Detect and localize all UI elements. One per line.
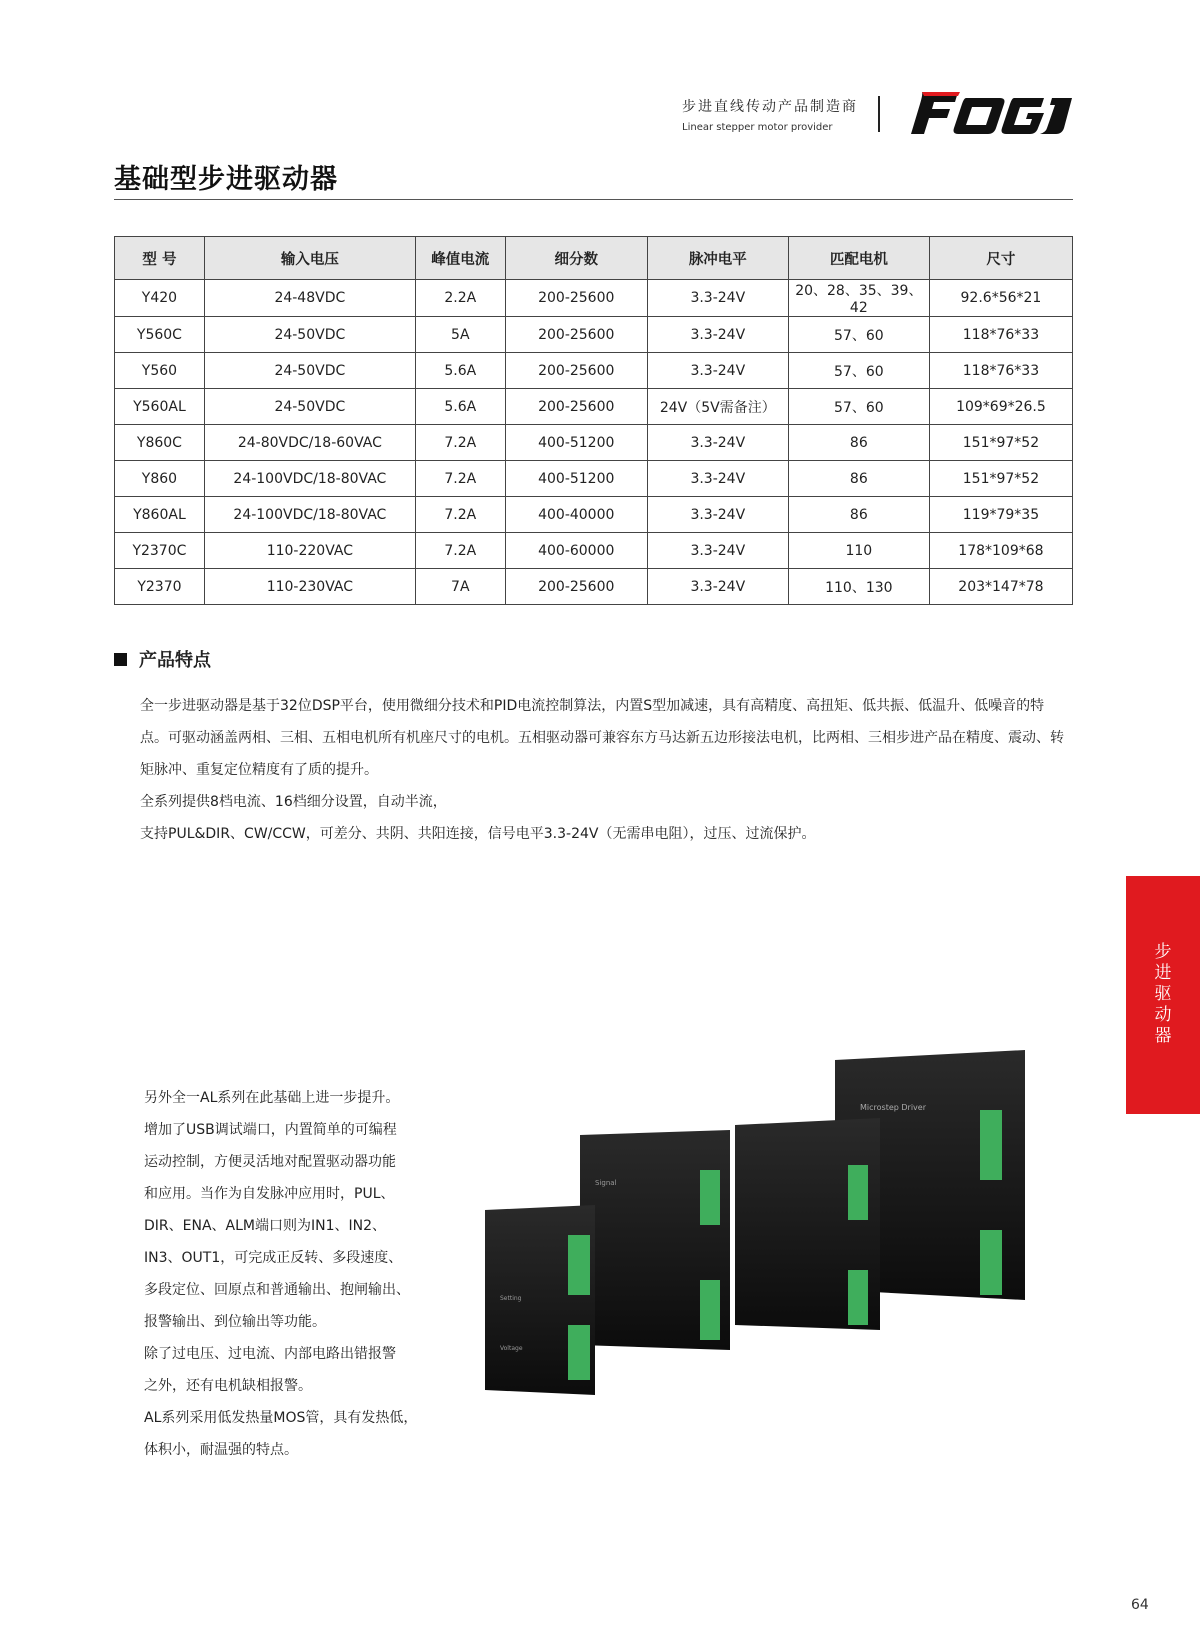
tagline-cn: 步进直线传动产品制造商 (682, 99, 858, 115)
col-peak-current: 峰值电流 (415, 237, 505, 280)
cell: 3.3-24V (647, 569, 788, 605)
cell: 24-80VDC/18-60VAC (204, 425, 415, 461)
side-tab-char: 进 (1154, 963, 1172, 983)
cell: 7A (415, 569, 505, 605)
cell: 24-50VDC (204, 389, 415, 425)
cell: 119*79*35 (929, 497, 1072, 533)
label-microstep: Microstep Driver (860, 1103, 926, 1112)
features-heading-text: 产品特点 (139, 650, 211, 671)
cell: 3.3-24V (647, 353, 788, 389)
table-row (115, 569, 1073, 605)
cell: 7.2A (415, 425, 505, 461)
driver-unit (580, 1130, 730, 1350)
cell: 5.6A (415, 389, 505, 425)
cell: Y2370C (115, 533, 205, 569)
page-title: 基础型步进驱动器 (114, 164, 338, 195)
al-line: IN3、OUT1，可完成正反转、多段速度、 (144, 1250, 403, 1266)
cell: 110-220VAC (204, 533, 415, 569)
cell: 57、60 (788, 317, 929, 353)
cell: 110 (788, 533, 929, 569)
cell: 57、60 (788, 353, 929, 389)
cell: Y420 (115, 280, 205, 317)
cell: 3.3-24V (647, 280, 788, 317)
cell: Y2370 (115, 569, 205, 605)
table-row (115, 425, 1073, 461)
table-header-row (115, 237, 1073, 280)
cell: 118*76*33 (929, 353, 1072, 389)
cell: 400-51200 (505, 425, 647, 461)
cell: 110-230VAC (204, 569, 415, 605)
label-voltage: Voltage (500, 1345, 523, 1352)
cell: Y860AL (115, 497, 205, 533)
al-line: 和应用。当作为自发脉冲应用时，PUL、 (144, 1186, 395, 1202)
al-line: 除了过电压、过电流、内部电路出错报警 (144, 1346, 396, 1362)
side-tab-char: 驱 (1154, 984, 1172, 1004)
cell: 5A (415, 317, 505, 353)
cell: 109*69*26.5 (929, 389, 1072, 425)
cell: 3.3-24V (647, 533, 788, 569)
table-row (115, 533, 1073, 569)
cell: Y860C (115, 425, 205, 461)
side-tab-char: 动 (1154, 1005, 1172, 1025)
cell: 400-60000 (505, 533, 647, 569)
cell: 151*97*52 (929, 461, 1072, 497)
features-body (140, 690, 1070, 850)
al-series-description (144, 1082, 434, 1466)
al-line: 增加了USB调试端口，内置简单的可编程 (144, 1122, 397, 1138)
table-row (115, 317, 1073, 353)
cell: 24-50VDC (204, 317, 415, 353)
table-row (115, 497, 1073, 533)
stepper-drivers-photo (480, 1050, 1080, 1410)
cell: 200-25600 (505, 569, 647, 605)
cell: 3.3-24V (647, 461, 788, 497)
side-tab-char: 步 (1154, 942, 1172, 962)
spec-table (114, 236, 1073, 605)
cell: 200-25600 (505, 353, 647, 389)
features-paragraph: 支持PUL&DIR、CW/CCW，可差分、共阴、共阳连接，信号电平3.3-24V（无需串电阻），过压、过流保护。 (140, 826, 816, 842)
cell: 3.3-24V (647, 317, 788, 353)
header-tagline (682, 96, 858, 133)
cell: 92.6*56*21 (929, 280, 1072, 317)
cell: 86 (788, 461, 929, 497)
cell: Y860 (115, 461, 205, 497)
al-line: 报警输出、到位输出等功能。 (144, 1314, 326, 1330)
col-matching-motor: 匹配电机 (788, 237, 929, 280)
side-section-tab (1126, 876, 1200, 1114)
cell: 200-25600 (505, 317, 647, 353)
cell: 200-25600 (505, 280, 647, 317)
col-model: 型 号 (115, 237, 205, 280)
side-tab-char: 器 (1154, 1026, 1172, 1046)
driver-unit (735, 1118, 880, 1330)
cell: 178*109*68 (929, 533, 1072, 569)
cell: 86 (788, 425, 929, 461)
cell: 203*147*78 (929, 569, 1072, 605)
cell: 24-50VDC (204, 353, 415, 389)
cell: Y560AL (115, 389, 205, 425)
cell: 5.6A (415, 353, 505, 389)
cell: 20、28、35、39、42 (788, 280, 929, 317)
al-line: 体积小，耐温强的特点。 (144, 1442, 298, 1458)
side-tab-label (1126, 942, 1200, 1047)
label-signal: Signal (595, 1179, 617, 1187)
table-row (115, 353, 1073, 389)
col-input-voltage: 输入电压 (204, 237, 415, 280)
cell: 24-100VDC/18-80VAC (204, 461, 415, 497)
col-size: 尺寸 (929, 237, 1072, 280)
al-line: 之外，还有电机缺相报警。 (144, 1378, 312, 1394)
tagline-en: Linear stepper motor provider (682, 122, 833, 133)
al-line: AL系列采用低发热量MOS管，具有发热低， (144, 1410, 418, 1426)
cell: 24V（5V需备注） (647, 389, 788, 425)
cell: 57、60 (788, 389, 929, 425)
driver-unit (485, 1205, 595, 1395)
features-heading (114, 646, 211, 672)
cell: 86 (788, 497, 929, 533)
col-microstep: 细分数 (505, 237, 647, 280)
square-bullet-icon (114, 653, 127, 666)
al-line: 多段定位、回原点和普通输出、抱闸输出、 (144, 1282, 410, 1298)
title-divider (114, 199, 1073, 200)
cell: 118*76*33 (929, 317, 1072, 353)
cell: 24-48VDC (204, 280, 415, 317)
features-paragraph: 全一步进驱动器是基于32位DSP平台，使用微细分技术和PID电流控制算法，内置S型加减速，具有高精度、高扭矩、低共振、低温升、低噪音的特点。可驱动涵盖两相、三相、五相电机所有机座尺寸的电机。五相驱动器可兼容东方马达新五边形接法电机，比两相、三相步进产品在精度、震动、转矩脉冲、重复定位精度有了质的提升。 (140, 698, 1064, 778)
table-row (115, 280, 1073, 317)
table-row (115, 461, 1073, 497)
cell: 2.2A (415, 280, 505, 317)
page-number: 64 (1131, 1597, 1149, 1613)
cell: Y560C (115, 317, 205, 353)
cell: 7.2A (415, 533, 505, 569)
header-separator (878, 96, 880, 132)
cell: 24-100VDC/18-80VAC (204, 497, 415, 533)
cell: 7.2A (415, 497, 505, 533)
col-pulse-level: 脉冲电平 (647, 237, 788, 280)
cell: 400-40000 (505, 497, 647, 533)
cell: 3.3-24V (647, 497, 788, 533)
cell: 3.3-24V (647, 425, 788, 461)
cell: Y560 (115, 353, 205, 389)
al-line: 运动控制，方便灵活地对配置驱动器功能 (144, 1154, 396, 1170)
cell: 151*97*52 (929, 425, 1072, 461)
label-setting: Setting (500, 1295, 522, 1302)
cell: 200-25600 (505, 389, 647, 425)
cell: 110、130 (788, 569, 929, 605)
features-paragraph: 全系列提供8档电流、16档细分设置，自动半流， (140, 794, 447, 810)
cell: 400-51200 (505, 461, 647, 497)
cell: 7.2A (415, 461, 505, 497)
table-row (115, 389, 1073, 425)
al-line: DIR、ENA、ALM端口则为IN1、IN2、 (144, 1218, 387, 1234)
fogo-logo (900, 84, 1072, 140)
al-line: 另外全一AL系列在此基础上进一步提升。 (144, 1090, 400, 1106)
